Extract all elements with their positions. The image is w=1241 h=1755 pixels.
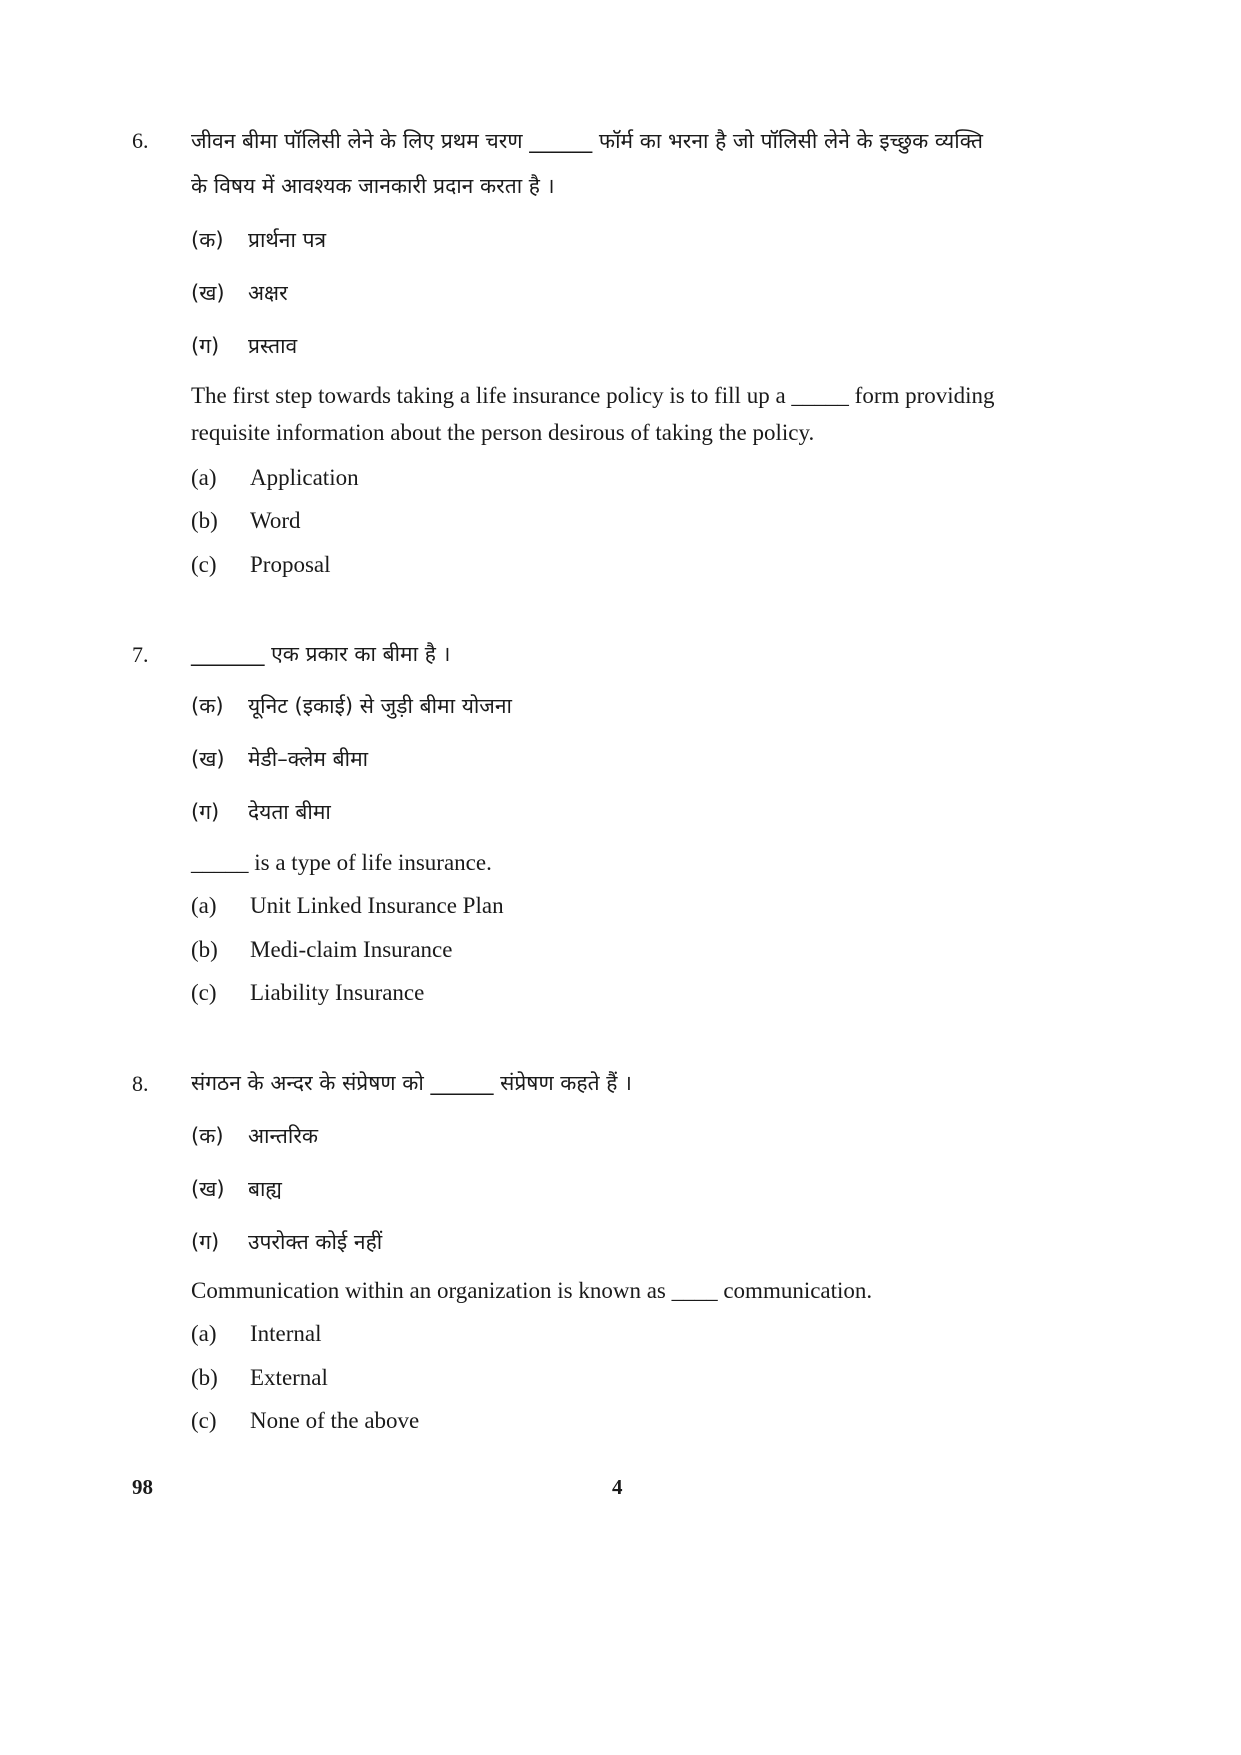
option-label: (a): [191, 893, 217, 918]
english-stem-line: requisite information about the person desirous of taking the policy.: [191, 420, 815, 445]
hindi-stem-line: संगठन के अन्दर के संप्रेषण को ______ संप्रेषण कहते हैं ।: [191, 1071, 633, 1095]
option-label: (c): [191, 980, 217, 1005]
english-stem-line: Communication within an organization is known as ____ communication.: [191, 1278, 873, 1303]
option-text: Medi-claim Insurance: [250, 937, 453, 962]
question-number: 8.: [132, 1071, 149, 1096]
option-text: आन्तरिक: [248, 1124, 319, 1148]
option-label: (ग): [191, 800, 220, 824]
hindi-stem-line: जीवन बीमा पॉलिसी लेने के लिए प्रथम चरण ______ फॉर्म का भरना है जो पॉलिसी लेने के इच्छुक व्यक्ति: [191, 129, 983, 153]
option-text: Liability Insurance: [250, 980, 425, 1005]
question-number: 6.: [132, 128, 149, 153]
option-label: (c): [191, 552, 217, 577]
option-text: Proposal: [250, 552, 331, 577]
option-label: (क): [191, 228, 224, 252]
page-number: 4: [612, 1475, 623, 1499]
option-text: Word: [250, 508, 301, 533]
option-text: मेडी–क्लेम बीमा: [248, 747, 369, 771]
option-label: (c): [191, 1408, 217, 1433]
option-label: (a): [191, 465, 217, 490]
option-label: (b): [191, 1365, 218, 1390]
option-label: (ग): [191, 1230, 220, 1254]
option-text: प्रस्ताव: [248, 334, 298, 358]
hindi-stem-line: के विषय में आवश्यक जानकारी प्रदान करता है ।: [191, 174, 555, 198]
english-stem-line: The first step towards taking a life insurance policy is to fill up a _____ form providing: [191, 383, 995, 408]
question-number: 7.: [132, 642, 149, 667]
option-label: (b): [191, 937, 218, 962]
english-stem-line: _____ is a type of life insurance.: [191, 850, 492, 875]
hindi-stem-line: _______ एक प्रकार का बीमा है ।: [191, 642, 451, 666]
option-text: यूनिट (इकाई) से जुड़ी बीमा योजना: [248, 694, 512, 718]
option-text: Internal: [250, 1321, 322, 1346]
paper-code: 98: [132, 1475, 153, 1499]
option-label: (b): [191, 508, 218, 533]
option-text: प्रार्थना पत्र: [248, 228, 327, 252]
option-text: देयता बीमा: [248, 800, 331, 824]
option-label: (क): [191, 694, 224, 718]
option-text: बाह्य: [248, 1177, 282, 1201]
option-text: None of the above: [250, 1408, 420, 1433]
option-text: Unit Linked Insurance Plan: [250, 893, 504, 918]
option-text: External: [250, 1365, 328, 1390]
option-label: (ख): [191, 747, 225, 771]
option-text: Application: [250, 465, 359, 490]
option-text: उपरोक्त कोई नहीं: [248, 1230, 383, 1254]
option-text: अक्षर: [248, 281, 288, 305]
option-label: (ख): [191, 281, 225, 305]
option-label: (ख): [191, 1177, 225, 1201]
option-label: (क): [191, 1124, 224, 1148]
option-label: (ग): [191, 334, 220, 358]
option-label: (a): [191, 1321, 217, 1346]
